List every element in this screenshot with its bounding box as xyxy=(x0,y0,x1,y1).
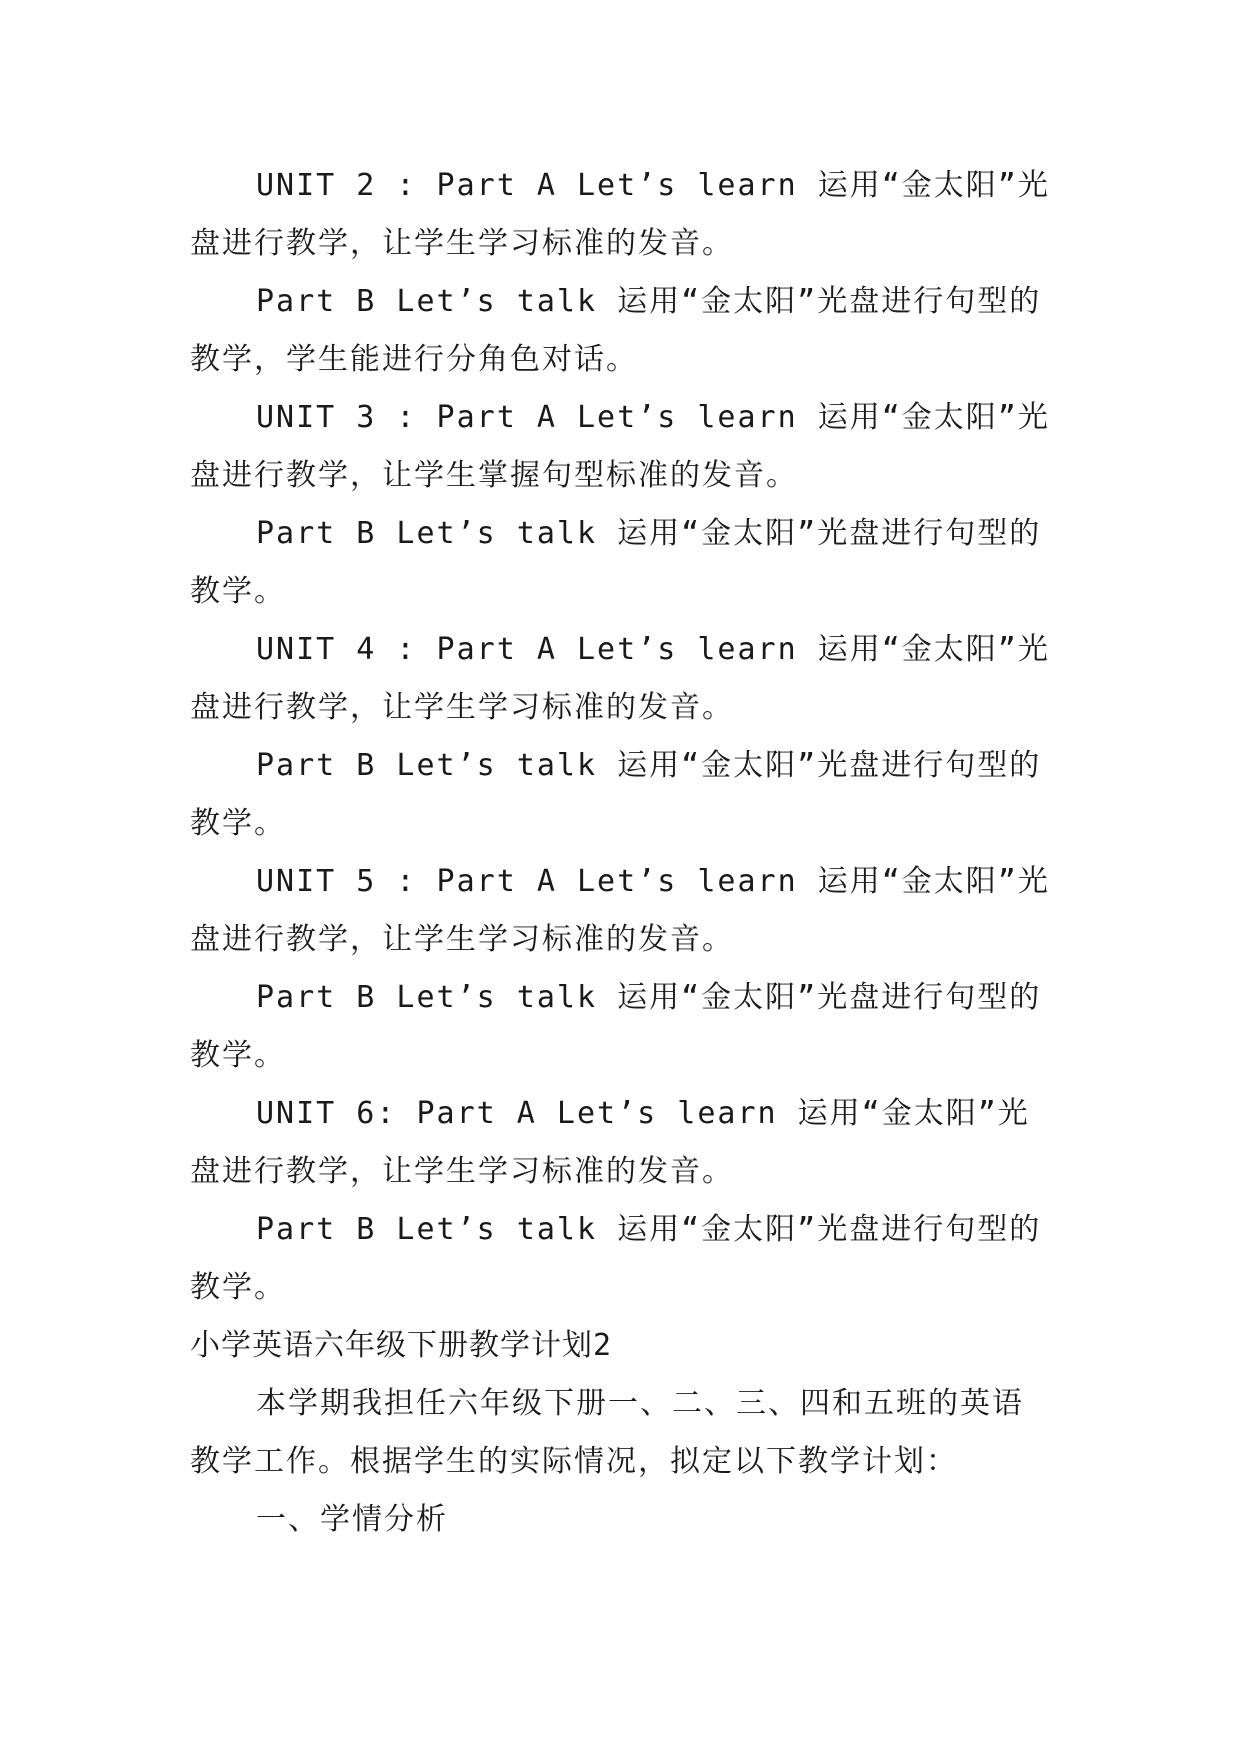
section-title: 小学英语六年级下册教学计划2 xyxy=(190,1328,613,1363)
paragraph-unit6-part-b: Part B Let’s talk 运用“金太阳”光盘进行句型的教学。 xyxy=(190,1212,1042,1305)
paragraph-unit2-part-a: UNIT 2 : Part A Let’s learn 运用“金太阳”光盘进行教学，让学生学习标准的发音。 xyxy=(190,168,1050,261)
subheading-learning-analysis: 一、学情分析 xyxy=(256,1502,448,1537)
paragraph-unit3-part-a: UNIT 3 : Part A Let’s learn 运用“金太阳”光盘进行教学，让学生掌握句型标准的发音。 xyxy=(190,400,1050,493)
paragraph-unit5-part-a: UNIT 5 : Part A Let’s learn 运用“金太阳”光盘进行教学，让学生学习标准的发音。 xyxy=(190,864,1050,957)
paragraph-unit2-part-b: Part B Let’s talk 运用“金太阳”光盘进行句型的教学，学生能进行分角色对话。 xyxy=(190,284,1042,377)
paragraph-unit3-part-b: Part B Let’s talk 运用“金太阳”光盘进行句型的教学。 xyxy=(190,516,1042,609)
paragraph-unit4-part-b: Part B Let’s talk 运用“金太阳”光盘进行句型的教学。 xyxy=(190,748,1042,841)
paragraph-unit5-part-b: Part B Let’s talk 运用“金太阳”光盘进行句型的教学。 xyxy=(190,980,1042,1073)
paragraph-unit6-part-a: UNIT 6: Part A Let’s learn 运用“金太阳”光盘进行教学，让学生学习标准的发音。 xyxy=(190,1096,1030,1189)
intro-paragraph: 本学期我担任六年级下册一、二、三、四和五班的英语教学工作。根据学生的实际情况，拟定以下教学计划： xyxy=(190,1386,1024,1479)
paragraph-unit4-part-a: UNIT 4 : Part A Let’s learn 运用“金太阳”光盘进行教学，让学生学习标准的发音。 xyxy=(190,632,1050,725)
